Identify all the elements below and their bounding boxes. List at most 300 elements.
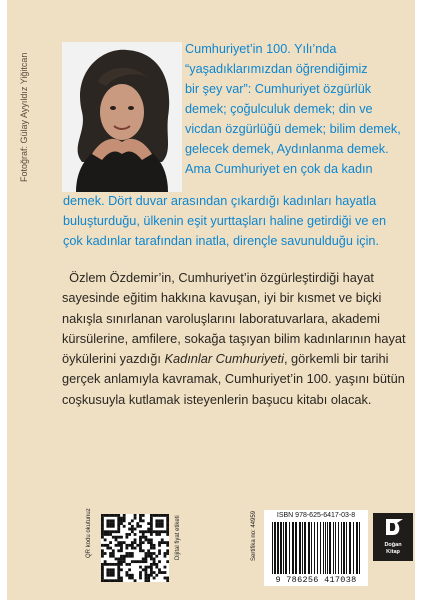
qr-module bbox=[150, 525, 153, 528]
qr-module bbox=[158, 541, 161, 544]
qr-module bbox=[117, 530, 120, 533]
qr-module bbox=[101, 555, 104, 558]
qr-module bbox=[161, 541, 164, 544]
qr-module bbox=[120, 577, 123, 580]
qr-module bbox=[109, 563, 112, 566]
barcode-bar bbox=[359, 522, 360, 574]
qr-module bbox=[125, 533, 128, 536]
body-line-text: Özlem Özdemir’in, Cumhuriyet’in özgürleştirdiği hayat bbox=[69, 270, 374, 285]
qr-module bbox=[164, 555, 167, 558]
qr-module bbox=[131, 574, 134, 577]
qr-module bbox=[139, 560, 142, 563]
qr-module bbox=[150, 571, 153, 574]
qr-module bbox=[112, 571, 115, 574]
qr-module bbox=[161, 522, 164, 525]
qr-module bbox=[150, 533, 153, 536]
qr-module bbox=[117, 571, 120, 574]
barcode-bar bbox=[325, 522, 326, 574]
qr-module bbox=[147, 530, 150, 533]
qr-module bbox=[115, 514, 118, 517]
qr-module bbox=[145, 560, 148, 563]
qr-module bbox=[109, 541, 112, 544]
qr-module bbox=[147, 541, 150, 544]
qr-module bbox=[139, 549, 142, 552]
qr-module bbox=[101, 536, 104, 539]
qr-module bbox=[164, 571, 167, 574]
qr-module bbox=[134, 533, 137, 536]
qr-module bbox=[155, 563, 158, 566]
qr-module bbox=[158, 549, 161, 552]
qr-module bbox=[139, 547, 142, 550]
qr-module bbox=[128, 577, 131, 580]
qr-module bbox=[155, 525, 158, 528]
barcode-bar bbox=[295, 522, 297, 574]
qr-module bbox=[153, 571, 156, 574]
qr-module bbox=[145, 555, 148, 558]
qr-module bbox=[150, 568, 153, 571]
qr-module bbox=[161, 538, 164, 541]
qr-module bbox=[147, 552, 150, 555]
qr-module bbox=[128, 574, 131, 577]
qr-module bbox=[120, 549, 123, 552]
back-cover bbox=[7, 0, 415, 600]
qr-module bbox=[150, 558, 153, 561]
qr-module bbox=[101, 552, 104, 555]
qr-module bbox=[117, 558, 120, 561]
qr-module bbox=[104, 530, 107, 533]
qr-module bbox=[109, 514, 112, 517]
qr-module bbox=[145, 566, 148, 569]
qr-module bbox=[117, 536, 120, 539]
qr-module bbox=[150, 547, 153, 550]
intro-line: gelecek demek, Aydınlanma demek. bbox=[185, 142, 389, 156]
qr-module bbox=[125, 547, 128, 550]
barcode-bar bbox=[272, 522, 273, 574]
qr-module bbox=[109, 579, 112, 582]
qr-module bbox=[115, 544, 118, 547]
qr-module bbox=[117, 566, 120, 569]
qr-module bbox=[142, 568, 145, 571]
qr-module bbox=[155, 522, 158, 525]
qr-module bbox=[153, 552, 156, 555]
qr-module bbox=[123, 525, 126, 528]
qr-module bbox=[166, 525, 169, 528]
barcode-bar bbox=[274, 522, 276, 574]
barcode-bar bbox=[311, 522, 312, 574]
qr-module bbox=[101, 544, 104, 547]
qr-module bbox=[104, 544, 107, 547]
qr-module bbox=[106, 568, 109, 571]
author-portrait-image bbox=[62, 42, 182, 192]
intro-line: bir şey var”: Cumhuriyet özgürlük bbox=[185, 82, 372, 96]
qr-module bbox=[101, 533, 104, 536]
qr-module bbox=[147, 522, 150, 525]
barcode-bar bbox=[289, 522, 290, 574]
qr-module bbox=[106, 533, 109, 536]
qr-module bbox=[164, 577, 167, 580]
body-line: nakışla sınırlanan varoluşlarını laboratuvarlara, akademi bbox=[62, 310, 380, 326]
barcode-bar bbox=[333, 522, 334, 574]
qr-module bbox=[161, 519, 164, 522]
qr-module bbox=[131, 560, 134, 563]
qr-module bbox=[115, 558, 118, 561]
barcode-bar bbox=[356, 522, 358, 574]
qr-module bbox=[112, 530, 115, 533]
qr-module bbox=[131, 544, 134, 547]
qr-module bbox=[101, 525, 104, 528]
qr-module bbox=[101, 563, 104, 566]
qr-module bbox=[112, 536, 115, 539]
qr-module bbox=[150, 517, 153, 520]
qr-module bbox=[104, 533, 107, 536]
qr-module bbox=[166, 528, 169, 531]
qr-module bbox=[150, 519, 153, 522]
title-prefix: öykülerini yazdığı bbox=[62, 351, 165, 367]
qr-module bbox=[134, 514, 137, 517]
qr-module bbox=[142, 541, 145, 544]
qr-module bbox=[112, 555, 115, 558]
qr-module bbox=[158, 533, 161, 536]
qr-module bbox=[117, 541, 120, 544]
qr-module bbox=[120, 522, 123, 525]
qr-module bbox=[134, 547, 137, 550]
qr-module bbox=[101, 566, 104, 569]
publisher-name-line2: Kitap bbox=[386, 549, 400, 555]
intro-cont-line: demek. Dört duvar arasından çıkardığı kadınları hayatla bbox=[63, 194, 377, 208]
intro-line: demek; çoğulculuk demek; din ve bbox=[185, 102, 373, 116]
qr-module bbox=[120, 544, 123, 547]
qr-module bbox=[131, 525, 134, 528]
barcode-bar bbox=[341, 522, 342, 574]
barcode-bar bbox=[299, 522, 301, 574]
qr-module bbox=[123, 541, 126, 544]
qr-module bbox=[120, 579, 123, 582]
description-text bbox=[62, 268, 408, 410]
qr-module bbox=[166, 519, 169, 522]
qr-module bbox=[139, 514, 142, 517]
barcode-bar bbox=[335, 522, 336, 574]
qr-module bbox=[166, 530, 169, 533]
qr-module bbox=[150, 552, 153, 555]
qr-module bbox=[101, 514, 104, 517]
qr-module bbox=[142, 558, 145, 561]
qr-module bbox=[153, 577, 156, 580]
qr-module bbox=[150, 528, 153, 531]
qr-module bbox=[117, 519, 120, 522]
qr-module bbox=[112, 519, 115, 522]
isbn-barcode bbox=[264, 510, 368, 586]
qr-module bbox=[112, 549, 115, 552]
qr-module bbox=[117, 577, 120, 580]
qr-module bbox=[104, 538, 107, 541]
qr-module bbox=[117, 522, 120, 525]
barcode-bar bbox=[327, 522, 328, 574]
qr-module bbox=[109, 555, 112, 558]
intro-text bbox=[185, 39, 407, 179]
qr-module bbox=[147, 579, 150, 582]
qr-module bbox=[158, 544, 161, 547]
qr-module bbox=[128, 552, 131, 555]
qr-module bbox=[117, 568, 120, 571]
qr-module bbox=[161, 514, 164, 517]
qr-module bbox=[115, 530, 118, 533]
qr-module bbox=[155, 533, 158, 536]
qr-module bbox=[117, 514, 120, 517]
qr-module bbox=[125, 555, 128, 558]
qr-module bbox=[134, 517, 137, 520]
qr-module bbox=[123, 514, 126, 517]
qr-module bbox=[139, 536, 142, 539]
qr-module bbox=[101, 522, 104, 525]
publisher-name bbox=[373, 542, 413, 556]
intro-cont-line: çok kadınlar tarafından inatla, dirençle savunulduğu için. bbox=[63, 234, 379, 248]
qr-module bbox=[166, 522, 169, 525]
qr-module bbox=[150, 514, 153, 517]
qr-module bbox=[128, 533, 131, 536]
qr-module bbox=[112, 522, 115, 525]
qr-module bbox=[139, 517, 142, 520]
qr-module bbox=[106, 547, 109, 550]
qr-module bbox=[164, 514, 167, 517]
intro-cont-line: buluşturduğu, ülkenin eşit yurttaşları haline getirdiği ve en bbox=[63, 214, 387, 228]
qr-module bbox=[147, 528, 150, 531]
body-line: coşkusuyla kutlamak isteyenlerin başucu kitabı olacak. bbox=[62, 391, 372, 407]
qr-module bbox=[164, 566, 167, 569]
barcode-bar bbox=[302, 522, 303, 574]
serial-number: Sertifika no: 44959 bbox=[251, 510, 257, 561]
qr-module bbox=[101, 568, 104, 571]
qr-module bbox=[101, 577, 104, 580]
barcode-bar bbox=[349, 522, 351, 574]
qr-module bbox=[134, 541, 137, 544]
intro-line: vicdan özgürlüğü demek; bilim demek, bbox=[185, 122, 401, 136]
qr-module bbox=[128, 563, 131, 566]
qr-module bbox=[145, 579, 148, 582]
qr-module bbox=[139, 577, 142, 580]
qr-module bbox=[158, 522, 161, 525]
photo-credit: Fotoğraf: Gülay Ayyıldız Yiğitcan bbox=[19, 52, 29, 182]
qr-module bbox=[136, 525, 139, 528]
qr-module bbox=[131, 519, 134, 522]
qr-module bbox=[104, 560, 107, 563]
intro-continuation bbox=[63, 191, 408, 251]
qr-module bbox=[166, 541, 169, 544]
qr-module bbox=[153, 547, 156, 550]
body-line bbox=[62, 268, 408, 288]
body-line bbox=[62, 349, 408, 369]
publisher-logo bbox=[373, 513, 413, 561]
qr-module bbox=[158, 530, 161, 533]
qr-module bbox=[145, 571, 148, 574]
qr-module bbox=[106, 563, 109, 566]
qr-module bbox=[139, 538, 142, 541]
qr-module bbox=[131, 555, 134, 558]
qr-module bbox=[134, 560, 137, 563]
barcode-bar bbox=[343, 522, 345, 574]
barcode-bar bbox=[285, 522, 287, 574]
qr-module bbox=[155, 574, 158, 577]
qr-module bbox=[131, 528, 134, 531]
qr-module bbox=[109, 568, 112, 571]
qr-module bbox=[109, 571, 112, 574]
barcode-bar bbox=[308, 522, 310, 574]
qr-module bbox=[142, 560, 145, 563]
qr-module bbox=[139, 519, 142, 522]
qr-module bbox=[145, 558, 148, 561]
qr-module bbox=[147, 538, 150, 541]
qr-module bbox=[134, 579, 137, 582]
qr-module bbox=[145, 568, 148, 571]
qr-module bbox=[153, 563, 156, 566]
qr-module bbox=[166, 560, 169, 563]
qr-module bbox=[115, 536, 118, 539]
qr-module bbox=[139, 571, 142, 574]
qr-module bbox=[106, 525, 109, 528]
qr-module bbox=[150, 555, 153, 558]
publisher-name-line1: Doğan bbox=[384, 542, 402, 548]
barcode-bar bbox=[353, 522, 354, 574]
qr-module bbox=[155, 555, 158, 558]
qr-module bbox=[161, 571, 164, 574]
qr-module bbox=[109, 530, 112, 533]
qr-module bbox=[123, 558, 126, 561]
qr-module bbox=[117, 579, 120, 582]
barcode-bar bbox=[320, 522, 321, 574]
qr-module bbox=[147, 549, 150, 552]
qr-module bbox=[164, 541, 167, 544]
qr-module bbox=[147, 555, 150, 558]
qr-module bbox=[109, 519, 112, 522]
qr-module bbox=[139, 574, 142, 577]
qr-module bbox=[139, 530, 142, 533]
qr-module bbox=[117, 574, 120, 577]
qr-module bbox=[153, 514, 156, 517]
barcode-bar bbox=[338, 522, 339, 574]
qr-module bbox=[125, 552, 128, 555]
qr-module bbox=[101, 517, 104, 520]
qr-module bbox=[131, 552, 134, 555]
qr-module bbox=[112, 563, 115, 566]
qr-module bbox=[131, 530, 134, 533]
qr-module bbox=[147, 566, 150, 569]
body-line: sayesinde eğitim hakkına kavuşan, iyi bir kısmet ve biçki bbox=[62, 290, 382, 306]
intro-line: “yaşadıklarımızdan öğrendiğimiz bbox=[185, 62, 368, 76]
qr-module bbox=[125, 571, 128, 574]
qr-module bbox=[117, 528, 120, 531]
qr-module bbox=[164, 552, 167, 555]
qr-module bbox=[109, 533, 112, 536]
qr-module bbox=[155, 530, 158, 533]
barcode-bar bbox=[283, 522, 284, 574]
barcode-bar bbox=[323, 522, 324, 574]
qr-module bbox=[112, 525, 115, 528]
qr-module bbox=[106, 579, 109, 582]
qr-module bbox=[153, 544, 156, 547]
barcode-bar bbox=[346, 522, 347, 574]
qr-module bbox=[145, 536, 148, 539]
isbn-label: ISBN 978-625-6417-03-8 bbox=[276, 512, 356, 519]
qr-module bbox=[136, 560, 139, 563]
qr-module bbox=[112, 574, 115, 577]
qr-right-text: Dijital fiyat etiketi bbox=[175, 515, 181, 560]
qr-module bbox=[128, 544, 131, 547]
title-suffix: , görkemli bir tarihi bbox=[283, 351, 389, 367]
qr-module bbox=[104, 579, 107, 582]
qr-module bbox=[158, 525, 161, 528]
qr-module bbox=[104, 552, 107, 555]
body-line: gerçek anlamıyla kavramak, Cumhuriyet’in 100. yaşını bütün bbox=[62, 371, 405, 387]
qr-module bbox=[120, 560, 123, 563]
dogan-kitap-logo-icon bbox=[373, 513, 413, 541]
qr-module bbox=[123, 517, 126, 520]
qr-module bbox=[166, 552, 169, 555]
qr-module bbox=[142, 514, 145, 517]
qr-module bbox=[112, 568, 115, 571]
qr-module bbox=[145, 577, 148, 580]
qr-module bbox=[150, 544, 153, 547]
qr-module bbox=[166, 514, 169, 517]
qr-module bbox=[150, 530, 153, 533]
barcode-bar bbox=[280, 522, 282, 574]
qr-code[interactable] bbox=[101, 514, 169, 582]
qr-module bbox=[161, 525, 164, 528]
qr-module bbox=[109, 522, 112, 525]
qr-module bbox=[128, 528, 131, 531]
qr-module bbox=[158, 571, 161, 574]
qr-module bbox=[150, 538, 153, 541]
qr-module bbox=[101, 519, 104, 522]
qr-module bbox=[104, 514, 107, 517]
qr-module bbox=[123, 555, 126, 558]
qr-module bbox=[120, 536, 123, 539]
qr-module bbox=[115, 538, 118, 541]
qr-module bbox=[117, 544, 120, 547]
qr-module bbox=[134, 528, 137, 531]
qr-module bbox=[158, 519, 161, 522]
qr-module bbox=[166, 544, 169, 547]
qr-module bbox=[106, 544, 109, 547]
qr-module bbox=[147, 574, 150, 577]
qr-module bbox=[120, 558, 123, 561]
qr-module bbox=[101, 579, 104, 582]
qr-module bbox=[142, 533, 145, 536]
qr-module bbox=[153, 530, 156, 533]
author-photo bbox=[62, 42, 182, 192]
qr-module bbox=[150, 563, 153, 566]
qr-module bbox=[136, 544, 139, 547]
qr-module bbox=[125, 563, 128, 566]
qr-module bbox=[123, 560, 126, 563]
qr-module bbox=[125, 574, 128, 577]
qr-module bbox=[104, 563, 107, 566]
qr-module bbox=[109, 574, 112, 577]
qr-module bbox=[128, 555, 131, 558]
qr-module bbox=[112, 579, 115, 582]
qr-module bbox=[117, 517, 120, 520]
qr-module bbox=[150, 541, 153, 544]
qr-module bbox=[145, 574, 148, 577]
qr-module bbox=[166, 549, 169, 552]
qr-module bbox=[150, 522, 153, 525]
qr-module bbox=[158, 552, 161, 555]
qr-module bbox=[158, 514, 161, 517]
qr-module bbox=[150, 574, 153, 577]
qr-module bbox=[123, 519, 126, 522]
qr-module bbox=[166, 577, 169, 580]
qr-module bbox=[101, 549, 104, 552]
qr-module bbox=[109, 552, 112, 555]
qr-module bbox=[153, 558, 156, 561]
